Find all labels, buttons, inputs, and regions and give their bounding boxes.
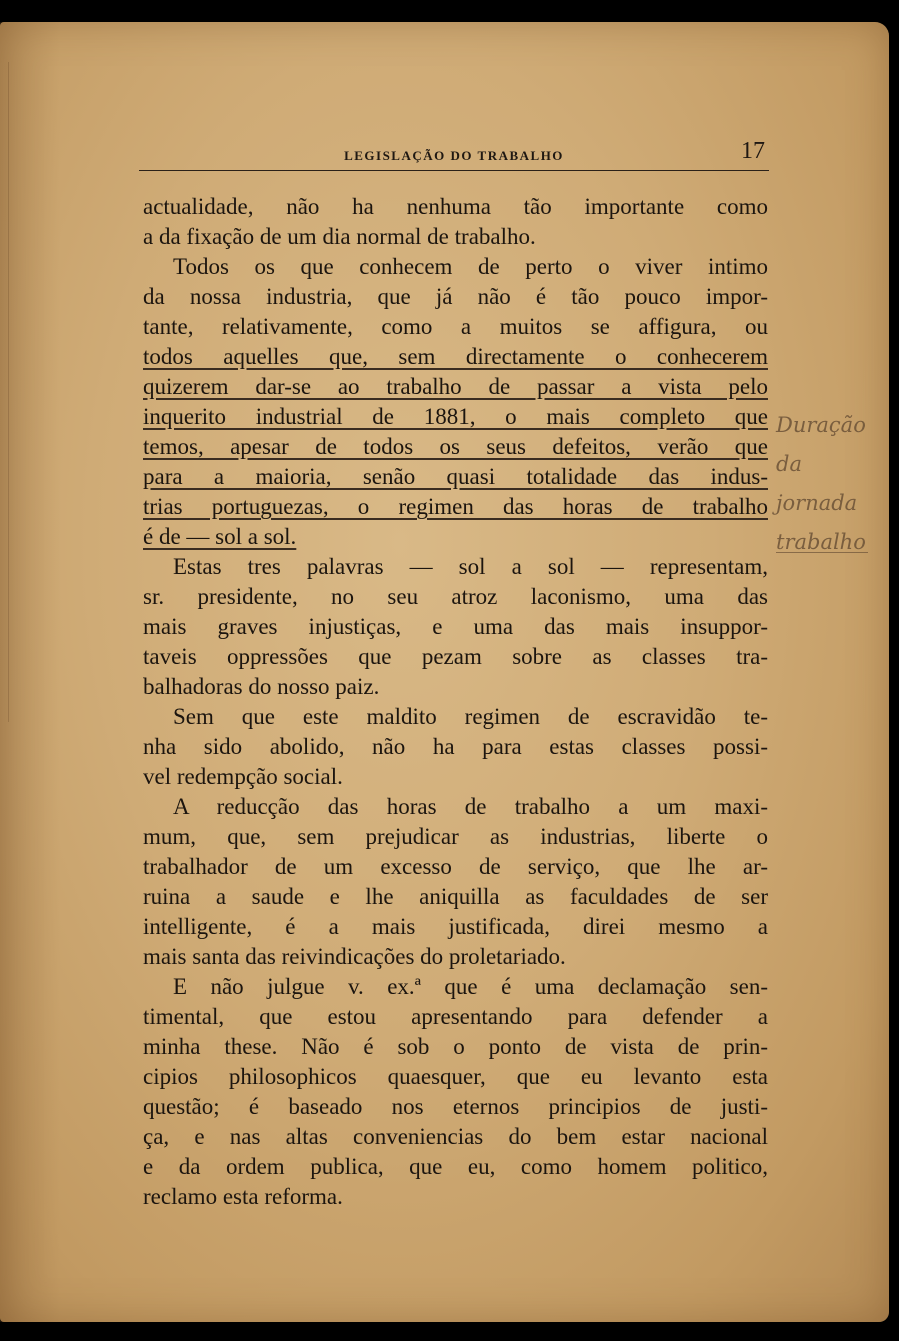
text-line: sr. presidente, no seu atroz laconismo, uma das [143, 584, 768, 609]
body-text [143, 192, 768, 1212]
text-line: mais santa das reivindicações do proletariado. [143, 944, 566, 969]
text-line: balhadoras do nosso paiz. [143, 674, 380, 699]
text-line: nha sido abolido, não ha para estas classes possi- [143, 734, 768, 759]
text-line: tante, relativamente, como a muitos se affigura, ou [143, 314, 768, 339]
handwritten-margin-note [776, 406, 876, 562]
underlined-text-line: quizerem dar-se ao trabalho de passar a vista pelo [143, 374, 768, 399]
underlined-text-line: é de — sol a sol. [143, 524, 297, 549]
text-line: minha these. Não é sob o ponto de vista de prin- [143, 1034, 768, 1059]
underlined-text-line: trias portuguezas, o regimen das horas de trabalho [143, 494, 768, 519]
text-line: ça, e nas altas conveniencias do bem estar nacional [143, 1124, 768, 1149]
margin-note-line: da [776, 452, 802, 476]
text-line: e da ordem publica, que eu, como homem politico, [143, 1154, 768, 1179]
page-header [139, 132, 769, 171]
text-line: E não julgue v. ex.ª que é uma declamação sen- [173, 974, 768, 999]
margin-note-line: trabalho [776, 530, 866, 554]
text-line: Estas tres palavras — sol a sol — representam, [173, 554, 768, 579]
text-line: reclamo esta reforma. [143, 1184, 343, 1209]
text-line: actualidade, não ha nenhuma tão importante como [143, 194, 768, 219]
text-line: taveis oppressões que pezam sobre as classes tra- [143, 644, 768, 669]
text-line: questão; é baseado nos eternos principios de justi- [143, 1094, 768, 1119]
margin-rule [776, 552, 868, 553]
text-line: mais graves injustiças, e uma das mais insuppor- [143, 614, 768, 639]
text-line: vel redempção social. [143, 764, 343, 789]
running-head: LEGISLAÇÃO DO TRABALHO [344, 148, 564, 163]
text-line: cipios philosophicos quaesquer, que eu levanto esta [143, 1064, 768, 1089]
underlined-text-line: para a maioria, senão quasi totalidade das indus- [143, 464, 768, 489]
text-line: da nossa industria, que já não é tão pouco impor- [143, 284, 768, 309]
margin-note-line: jornada [776, 491, 858, 515]
text-line: Sem que este maldito regimen de escravidão te- [173, 704, 768, 729]
text-line: A reducção das horas de trabalho a um maxi- [173, 794, 768, 819]
underlined-text-line: inquerito industrial de 1881, o mais completo que [143, 404, 768, 429]
text-line: intelligente, é a mais justificada, direi mesmo a [143, 914, 768, 939]
text-line: trabalhador de um excesso de serviço, que lhe ar- [143, 854, 768, 879]
text-line: a da fixação de um dia normal de trabalho. [143, 224, 536, 249]
page-number: 17 [741, 138, 765, 164]
text-line: mum, que, sem prejudicar as industrias, liberte o [143, 824, 768, 849]
underlined-text-line: temos, apesar de todos os seus defeitos, verão que [143, 434, 768, 459]
underlined-text-line: todos aquelles que, sem directamente o conhecerem [143, 344, 768, 369]
margin-note-line: Duração [776, 413, 866, 437]
text-line: timental, que estou apresentando para defender a [143, 1004, 768, 1029]
text-line: ruina a saude e lhe aniquilla as faculdades de ser [143, 884, 768, 909]
text-line: Todos os que conhecem de perto o viver intimo [173, 254, 768, 279]
page-edge-stain [8, 62, 39, 722]
